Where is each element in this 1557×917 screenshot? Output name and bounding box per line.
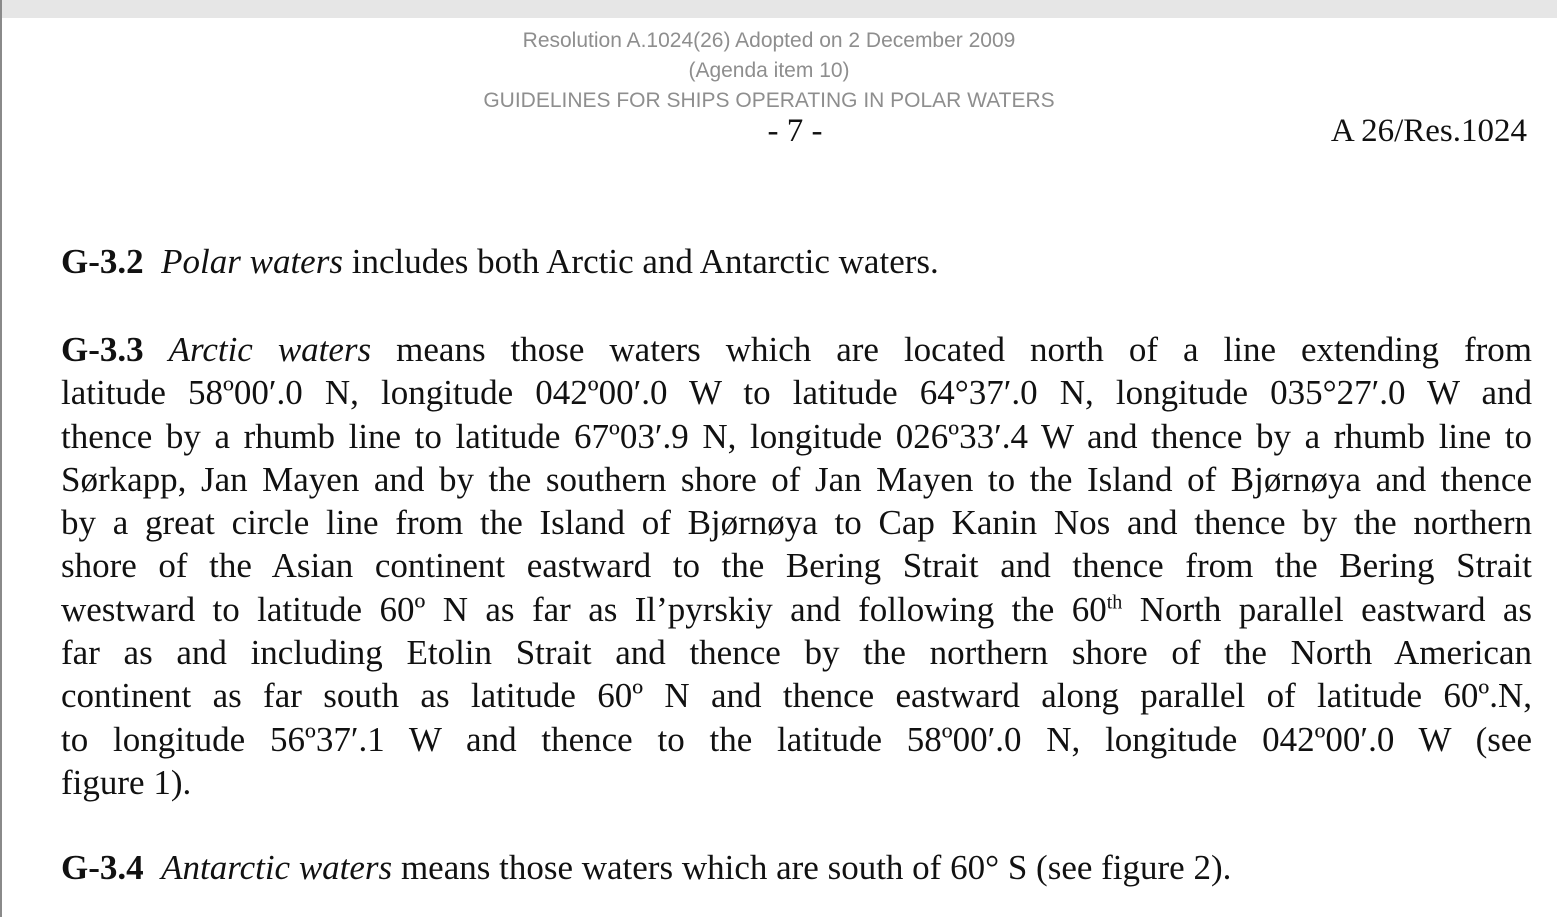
defined-term: Polar waters [161,242,343,281]
defined-term: Arctic waters [168,330,372,369]
page-number: - 7 - [767,113,823,149]
paragraph-number: G-3.4 [61,848,144,887]
paragraph-g-3-4 [61,846,1532,889]
paragraph-line: by a great circle line from the Island of Bjørnøya to Cap Kanin Nos and thence by the northern [61,503,1532,543]
paragraph-number: G-3.3 [61,330,144,369]
paragraph-line: shore of the Asian continent eastward to the Bering Strait and thence from the Bering Strait [61,546,1532,586]
paragraph-line: G-3.3 Arctic waters means those waters which are located north of a line extending from [61,330,1532,369]
paragraph-text: means those waters which are south of 60° S (see figure 2). [392,848,1232,887]
paragraph-text: includes both Arctic and Antarctic waters. [342,242,939,281]
paragraph-line: far as and including Etolin Strait and thence by the northern shore of the North American [61,633,1532,673]
agenda-header: (Agenda item 10) [688,59,850,82]
paragraph-line: thence by a rhumb line to latitude 67º03′.9 N, longitude 026º33′.4 W and thence by a rhumb line to [61,416,1532,456]
paragraph-line: to longitude 56º37′.1 W and thence to the latitude 58º00′.0 N, longitude 042º00′.0 W (see [61,719,1532,759]
paragraph-line: Sørkapp, Jan Mayen and by the southern shore of Jan Mayen to the Island of Bjørnøya and thence [61,459,1532,499]
paragraph-line: continent as far south as latitude 60º N and thence eastward along parallel of latitude 60º.N, [61,676,1532,716]
document-reference: A 26/Res.1024 [1330,113,1527,149]
defined-term: Antarctic waters [161,848,393,887]
resolution-header: Resolution A.1024(26) Adopted on 2 December 2009 [522,29,1016,52]
paragraph-line: latitude 58º00′.0 N, longitude 042º00′.0 W to latitude 64°37′.0 N, longitude 035°27′.0 W and [61,373,1532,413]
paragraph-g-3-2 [61,240,1532,283]
top-scroll-bar [2,0,1557,18]
paragraph-g-3-3 [61,328,1532,804]
paragraph-line: figure 1). [61,762,192,802]
paragraph-number: G-3.2 [61,242,144,281]
paragraph-line: westward to latitude 60º N as far as Il’pyrskiy and following the 60th North parallel eastward as [61,589,1533,629]
superscript-th: th [1106,591,1123,614]
document-title: GUIDELINES FOR SHIPS OPERATING IN POLAR WATERS [483,89,1055,112]
